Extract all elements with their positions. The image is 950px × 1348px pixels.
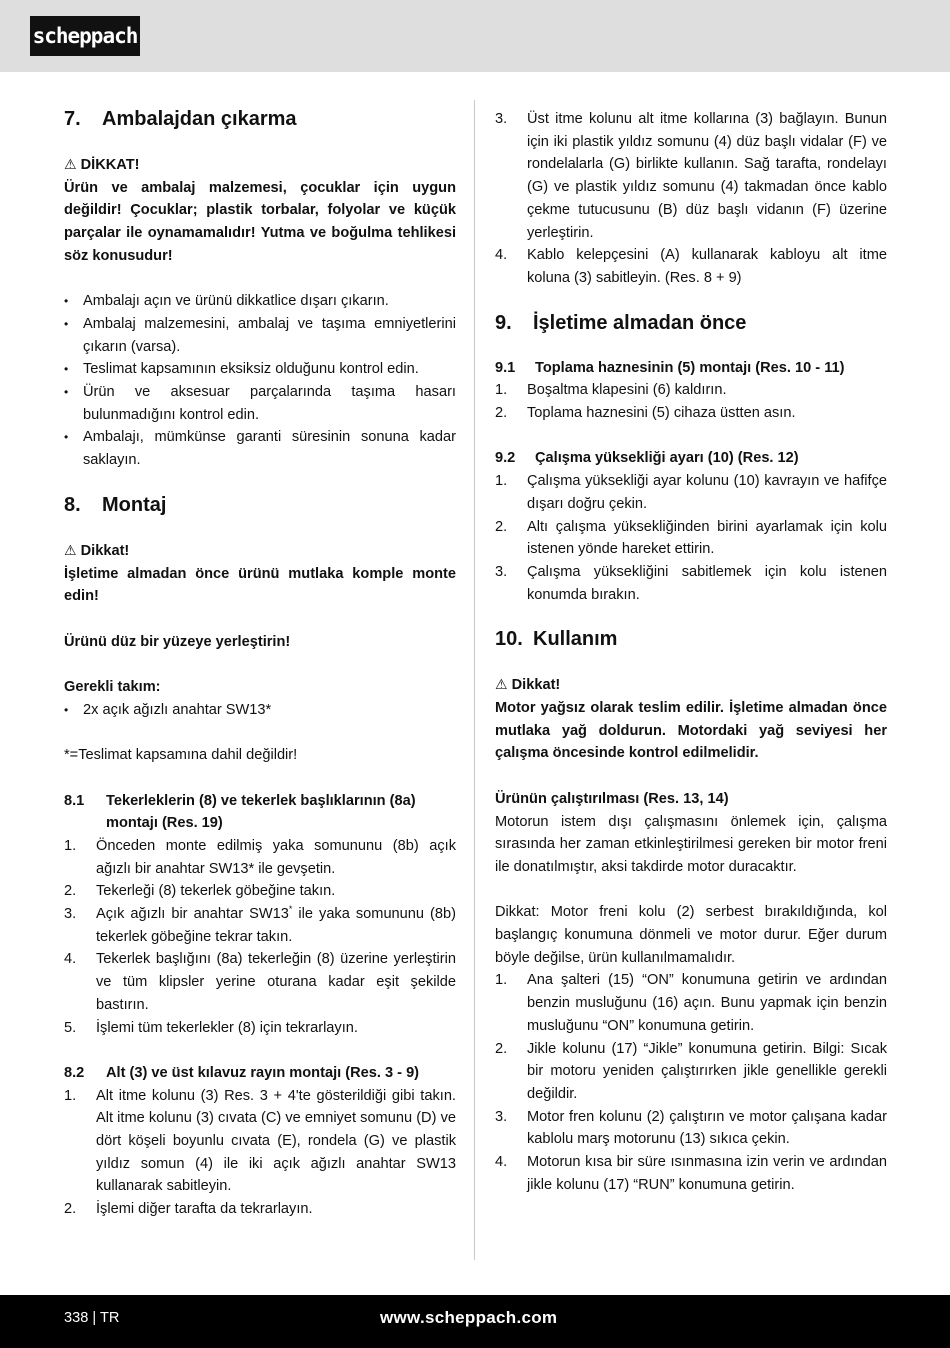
column-divider xyxy=(474,100,475,1260)
section-8-warning-label: ⚠ Dikkat! xyxy=(64,541,130,559)
list-item: 3. Çalışma yüksekliğini sabitlemek için kolu istenen konumda bırakın. xyxy=(495,563,887,603)
tools-footnote: *=Teslimat kapsamına dahil değildir! xyxy=(64,747,298,764)
section-8-warning-text: İşletime almadan önce ürünü mutlaka komple monte edin! xyxy=(64,565,456,605)
warning-triangle-icon: ⚠ xyxy=(64,156,77,172)
section-9-2-heading: 9.2 Çalışma yüksekliği ayarı (10) (Res. 12) xyxy=(495,450,799,467)
list-item: 3. Üst itme kolunu alt itme kollarına (3) bağlayın. Bunun için iki plastik yıldız somunu (4) düz başlı vidalar (F) ve rondelalarla (G) birlikte kullanın. Sağ tarafta, rondelayı (G) ve plastik yıldız somunu (4) takmadan önce kablo çekme tutucusunu (B) düz başlı vidanın (F) üzerine yerleştirin. xyxy=(495,111,887,241)
website-link[interactable]: www.scheppach.com xyxy=(380,1308,558,1327)
list-item: 2. Jikle kolunu (17) “Jikle” konumuna getirin. Bilgi: Sıcak bir motoru yeniden çalıştırırken jikle genellikle gerekli değildir. xyxy=(495,1040,887,1102)
section-9-2-steps xyxy=(495,470,887,606)
list-item: 2. Toplama haznesini (5) cihaza üstten asın. xyxy=(495,405,796,422)
tools-label: Gerekli takım: xyxy=(64,679,161,696)
list-item: 1. Önceden monte edilmiş yaka somununu (8b) açık ağızlı bir anahtar SW13* ile gevşetin. xyxy=(64,837,456,877)
section-7-warning-text: Ürün ve ambalaj malzemesi, çocuklar için uygun değildir! Çocuklar; plastik torbalar, folyolar ve küçük parçalar ile oynamamalıdır! Yutma ve boğulma tehlikesi söz konusudur! xyxy=(64,179,456,264)
left-column xyxy=(64,108,456,1221)
section-8-1-steps xyxy=(64,835,456,1039)
start-heading: Ürünün çalıştırılması (Res. 13, 14) xyxy=(495,790,729,807)
brand-logo: scheppach xyxy=(30,16,140,56)
footer-bar xyxy=(0,1295,950,1348)
section-8-2-heading: 8.2 Alt (3) ve üst kılavuz rayın montajı (Res. 3 - 9) xyxy=(64,1064,420,1081)
right-column xyxy=(495,108,887,1196)
list-item: 1. Boşaltma klapesini (6) kaldırın. xyxy=(495,382,727,399)
section-9-1-steps xyxy=(495,379,887,424)
list-item: 3. Motor fren kolunu (2) çalıştırın ve motor çalışana kadar kablolu marş motorunu (13) sıkıca çekin. xyxy=(495,1108,887,1148)
list-item: 5. İşlemi tüm tekerlekler (8) için tekrarlayın. xyxy=(64,1019,358,1036)
warning-triangle-icon: ⚠ xyxy=(495,676,508,693)
list-item: • 2x açık ağızlı anahtar SW13* xyxy=(64,699,456,722)
list-item: • Ambalaj malzemesini, ambalaj ve taşıma emniyetlerini çıkarın (varsa). xyxy=(64,313,456,358)
list-item: 4. Kablo kelepçesini (A) kullanarak kabloyu alt itme koluna (3) sabitleyin. (Res. 8 + 9) xyxy=(495,247,887,286)
section-7-warning-label: ⚠ DİKKAT! xyxy=(64,156,140,173)
list-item: 4. Motorun kısa bir süre ısınmasına izin verin ve ardından jikle kolunu (17) “RUN” konumuna getirin. xyxy=(495,1154,887,1193)
section-7-heading: 7. Ambalajdan çıkarma xyxy=(64,108,297,130)
list-item: • Ambalajı, mümkünse garanti süresinin sonuna kadar saklayın. xyxy=(64,426,456,471)
section-9-heading: 9. İşletime almadan önce xyxy=(495,311,747,334)
section-10-warning-label: ⚠ Dikkat! xyxy=(495,676,561,694)
section-8-heading: 8. Montaj xyxy=(64,493,167,516)
start-text: Motorun istem dışı çalışmasını önlemek için, çalışma sırasında her zaman etkinleştirilmesi gereken bir motor freni ile donatılmıştır, aksi takdirde motor duracaktır. xyxy=(495,813,887,875)
list-item: • Ürün ve aksesuar parçalarında taşıma hasarı bulunmadığını kontrol edin. xyxy=(64,381,456,426)
list-item: 2. Tekerleği (8) tekerlek göbeğine takın. xyxy=(64,883,336,900)
list-item: 2. İşlemi diğer tarafta da tekrarlayın. xyxy=(64,1201,313,1218)
section-8-1-heading: 8.1 Tekerleklerin (8) ve tekerlek başlıklarının (8a) montajı (Res. 19) xyxy=(64,792,416,832)
list-item: 1. Ana şalteri (15) “ON” konumuna getirin ve ardından benzin musluğunu (16) açın. Bunu yapmak için benzin musluğunu “ON” konumuna getirin. xyxy=(495,972,887,1034)
list-item: • Ambalajı açın ve ürünü dikkatlice dışarı çıkarın. xyxy=(64,290,456,313)
list-item: 1. Alt itme kolunu (3) Res. 3 + 4'te gösterildiği gibi takın. Alt itme kolunu (3) cıvata (C) ve emniyet somunu (D) ve dört köşeli boyunlu cıvata (E), rondela (G) ve plastik yıldız somun (4) ile iki açık ağızlı anahtar SW13 kullanarak sabitleyin. xyxy=(64,1087,456,1195)
section-10-steps xyxy=(495,969,887,1196)
section-7-bullets xyxy=(64,290,456,472)
section-8-2-steps xyxy=(64,1085,456,1221)
section-9-1-heading: 9.1 Toplama haznesinin (5) montajı (Res. 10 - 11) xyxy=(495,359,845,376)
section-10-heading: 10. Kullanım xyxy=(495,628,618,651)
warning-triangle-icon: ⚠ xyxy=(64,541,77,558)
section-8-2-steps-continued xyxy=(495,108,887,290)
page-number: 338 | TR xyxy=(64,1310,120,1326)
tools-list xyxy=(64,699,456,722)
list-item: 4. Tekerlek başlığını (8a) tekerleğin (8) üzerine yerleştirin ve tüm klipsler yerine oturana kadar eşit şekilde bastırın. xyxy=(64,951,456,1013)
section-8-surface-note: Ürünü düz bir yüzeye yerleştirin! xyxy=(64,633,291,650)
section-10-warning-text: Motor yağsız olarak teslim edilir. İşletime almadan önce mutlaka yağ doldurun. Motordaki yağ seviyesi her çalışma öncesinde kontrol edilmelidir. xyxy=(495,700,887,762)
list-item: 2. Altı çalışma yüksekliğinden birini ayarlamak için kolu istenen yönde hareket ettirin. xyxy=(495,518,887,558)
list-item: • Teslimat kapsamının eksiksiz olduğunu kontrol edin. xyxy=(64,358,456,381)
list-item: 1. Çalışma yüksekliği ayar kolunu (10) kavrayın ve hafifçe dışarı doğru çekin. xyxy=(495,473,887,512)
list-item: 3. Açık ağızlı bir anahtar SW13* ile yaka somununu (8b) tekerlek göbeğine tekrar takın. xyxy=(64,904,457,945)
brake-note: Dikkat: Motor freni kolu (2) serbest bırakıldığında, kol başlangıç konumuna dönmeli ve motor durur. Eğer durum böyle değilse, ürün kullanılmamalıdır. xyxy=(495,904,887,966)
header-bar xyxy=(0,0,950,72)
